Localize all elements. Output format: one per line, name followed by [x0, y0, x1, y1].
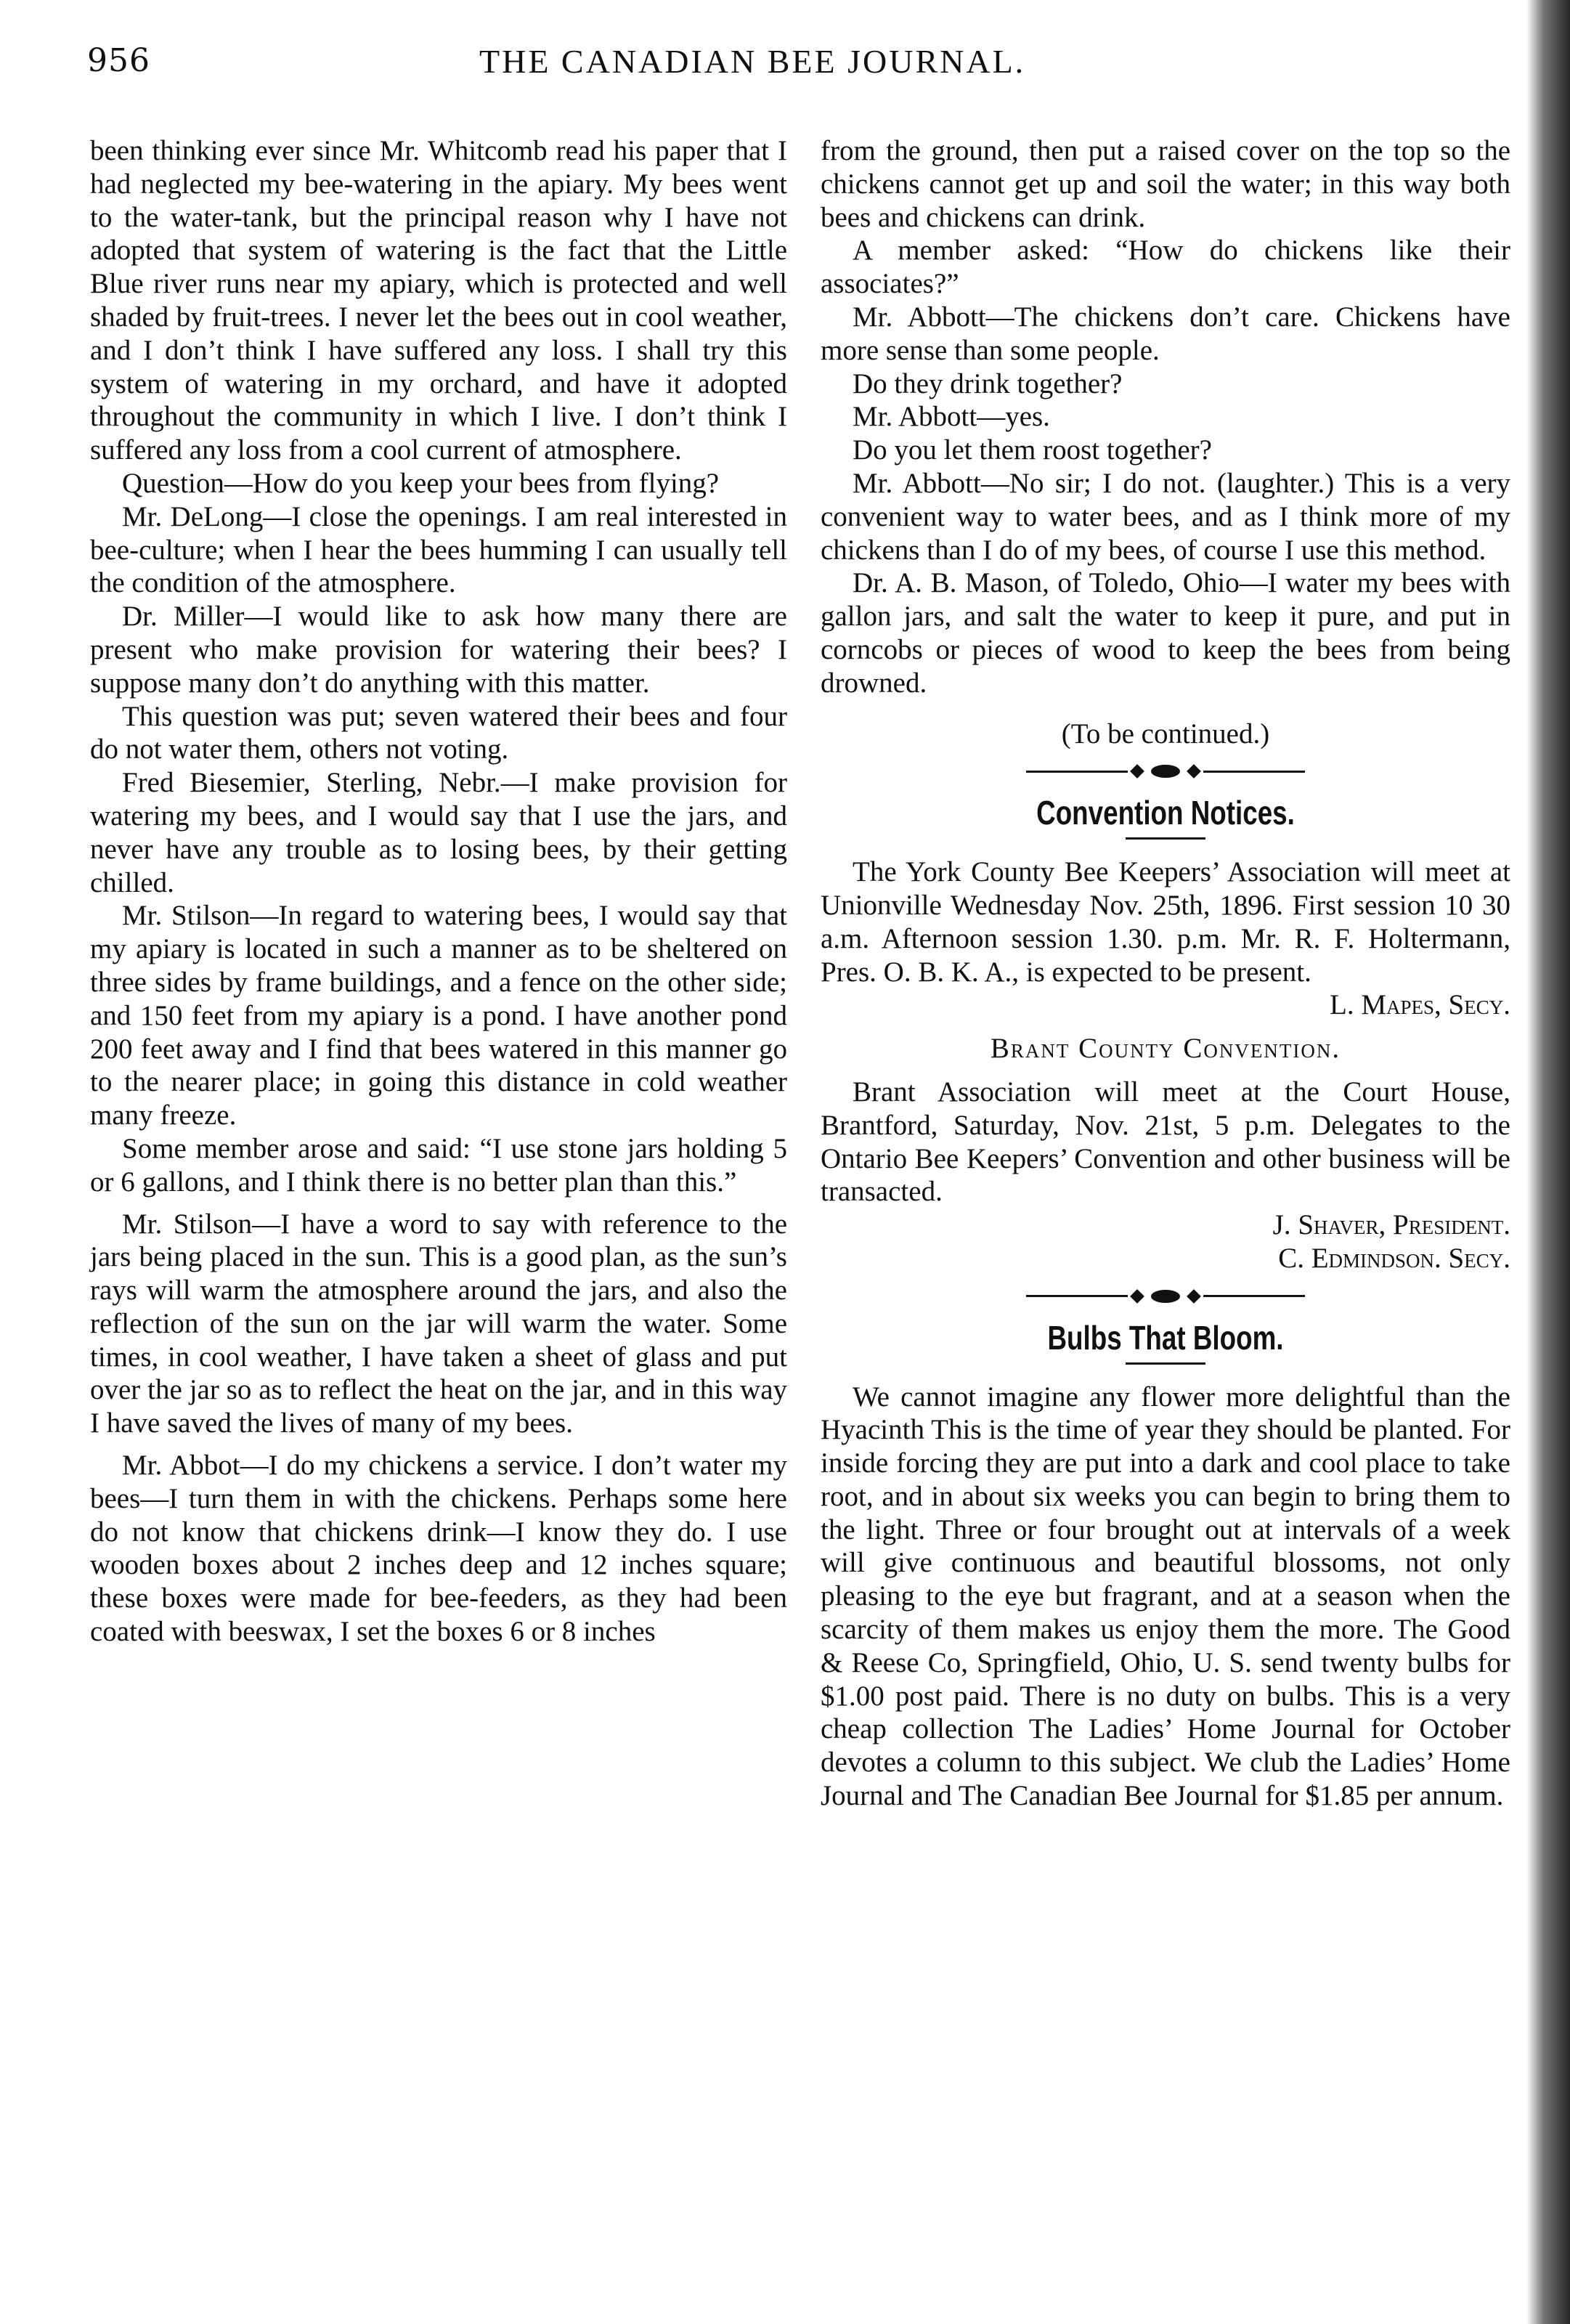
journal-title: THE CANADIAN BEE JOURNAL.	[479, 43, 1026, 80]
ornament-divider	[821, 1290, 1510, 1303]
left-column	[90, 134, 787, 1649]
paragraph: A member asked: “How do chickens like their associates?”	[821, 235, 1510, 300]
york-notice: The York County Bee Keepers’ Association will meet at Unionville Wednesday Nov. 25th, 1896. First session 10 30 a.m. Afternoon session 1.30. p.m. Mr. R. F. Holtermann, Pres. O. B. K. A., is expected to be present.	[821, 856, 1510, 988]
scan-edge-shadow	[1526, 0, 1570, 2324]
paragraph: Mr. Abbot—I do my chickens a service. I don’t water my bees—I turn them in with the chickens. Perhaps some here do not know that chickens drink—I know they do. I use wooden boxes about 2 inches deep and 12 inches square; these boxes were made for bee-feeders, as they had been coated with beeswax, I set the boxes 6 or 8 inches	[90, 1450, 787, 1648]
paragraph: Mr. Abbott—No sir; I do not. (laughter.) This is a very convenient way to water bees, and as I think more of my chickens than I do of my bees, of course I use this method.	[821, 467, 1510, 566]
bulbs-heading: Bulbs That Bloom.	[1047, 1318, 1284, 1357]
paragraph: Mr. Abbott—The chickens don’t care. Chickens have more sense than some people.	[821, 301, 1510, 366]
paragraph: This question was put; seven watered their bees and four do not water them, others not voting.	[90, 700, 787, 765]
brant-secretary: C. Edmindson. Secy.	[1278, 1242, 1510, 1274]
paragraph: Mr. Stilson—In regard to watering bees, I would say that my apiary is located in such a manner as to be sheltered on three sides by frame buildings, and a fence on the other side; and 150 feet from my apiary is a pond. I have another pond 200 feet away and I find that bees watered in this manner go to the nearer place; in going this distance in cold weather many freeze.	[90, 900, 787, 1131]
right-column	[821, 134, 1510, 1813]
paragraph: Mr. Stilson—I have a word to say with reference to the jars being placed in the sun. This is a good plan, as the sun’s rays will warm the atmosphere around the jars, and also the reflection of the sun on the jar will warm the water. Some times, in cool weather, I have taken a sheet of glass and put over the jar so as to reflect the heat on the jar, and in this way I have saved the lives of many of my bees.	[90, 1208, 787, 1439]
paragraph: Dr. A. B. Mason, of Toledo, Ohio—I water my bees with gallon jars, and salt the water to keep it pure, and put in corncobs or pieces of wood to keep the bees from being drowned.	[821, 567, 1510, 699]
convention-notices-heading: Convention Notices.	[1036, 794, 1295, 832]
york-secretary: L. Mapes, Secy.	[1330, 989, 1510, 1021]
paragraph: been thinking ever since Mr. Whitcomb read his paper that I had neglected my bee-watering in the apiary. My bees went to the water-tank, but the principal reason why I have not adopted that system of watering is the fact that the Little Blue river runs near my apiary, which is protected and well shaded by fruit-trees. I never let the bees out in cool weather, and I don’t think I have suffered any loss. I shall try this system of watering in my orchard, and have it adopted throughout the community in which I live. I don’t think I suffered any loss from a cool current of atmosphere.	[90, 135, 787, 466]
bulbs-text: We cannot imagine any flower more delightful than the Hyacinth This is the time of year they should be planted. For inside forcing they are put into a dark and cool place to take root, and in about six weeks you can begin to bring them to the light. Three or four brought out at intervals of a week will give continuous and beautiful blossoms, not only pleasing to the eye but fragrant, and at a season when the scarcity of them makes us enjoy them the more. The Good & Reese Co, Springfield, Ohio, U. S. send twenty bulbs for $1.00 post paid. There is no duty on bulbs. This is a very cheap collection The Ladies’ Home Journal for October devotes a column to this subject. We club the Ladies’ Home Journal and The Canadian Bee Journal for $1.85 per annum.	[821, 1381, 1510, 1812]
paragraph: Mr. DeLong—I close the openings. I am real interested in bee-culture; when I hear the bees humming I can usually tell the condition of the atmosphere.	[90, 500, 787, 599]
heading-rule	[1126, 837, 1205, 840]
paragraph: Fred Biesemier, Sterling, Nebr.—I make provision for watering my bees, and I would say that I use the jars, and never have any trouble as to losing bees, by their getting chilled.	[90, 767, 787, 898]
paragraph: Some member arose and said: “I use stone jars holding 5 or 6 gallons, and I think there is no better plan than this.”	[90, 1132, 787, 1198]
brant-president: J. Shaver, President.	[1272, 1209, 1510, 1241]
brant-heading: Brant County Convention.	[990, 1033, 1341, 1065]
paragraph: Do they drink together?	[853, 367, 1123, 399]
page-number: 956	[87, 42, 150, 79]
paragraph: Do you let them roost together?	[853, 434, 1212, 466]
paragraph: Mr. Abbott—yes.	[853, 401, 1050, 433]
heading-rule	[1126, 1362, 1205, 1365]
paragraph: Question—How do you keep your bees from flying?	[122, 467, 720, 499]
page-header	[87, 42, 1532, 93]
to-be-continued: (To be continued.)	[1061, 718, 1270, 749]
paragraph: Dr. Miller—I would like to ask how many there are present who make provision for watering their bees? I suppose many don’t do anything with this matter.	[90, 601, 787, 699]
ornament-divider	[821, 765, 1510, 778]
brant-notice: Brant Association will meet at the Court House, Brantford, Saturday, Nov. 21st, 5 p.m. Delegates to the Ontario Bee Keepers’ Convention and other business will be transacted.	[821, 1076, 1510, 1208]
paragraph: from the ground, then put a raised cover on the top so the chickens cannot get up and soil the water; in this way both bees and chickens can drink.	[821, 135, 1510, 233]
